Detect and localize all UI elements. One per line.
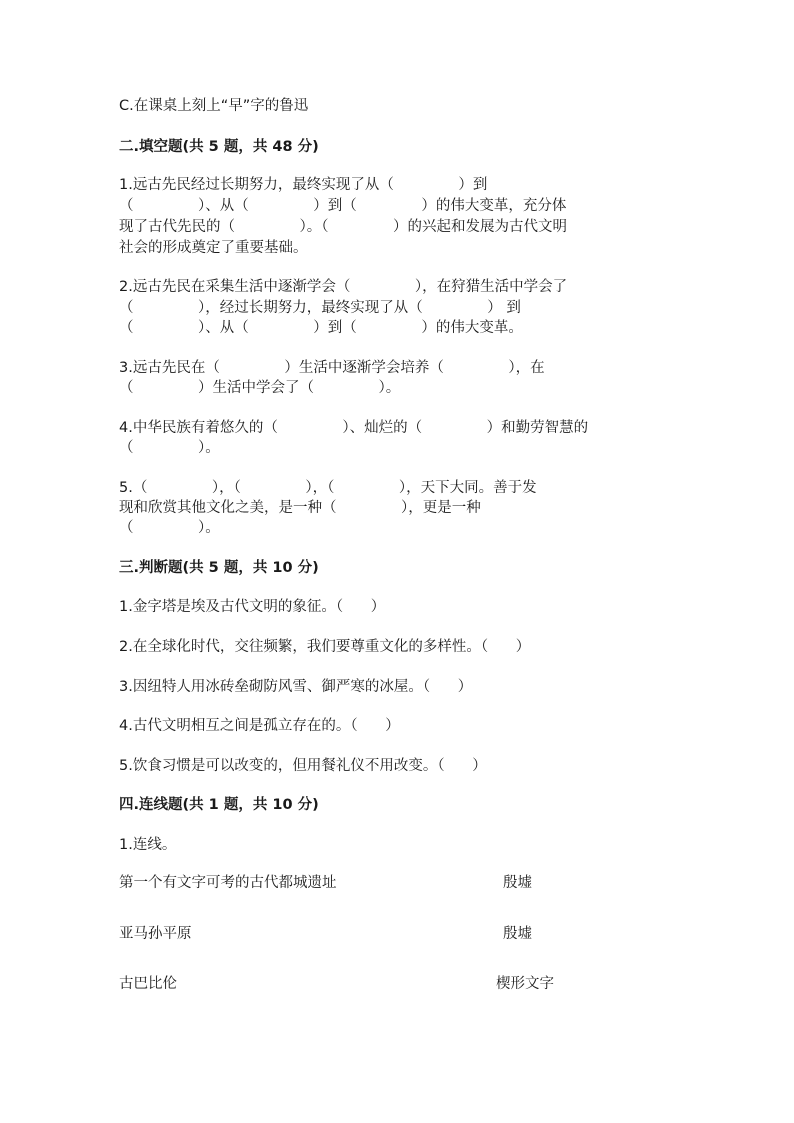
- match-left-item: 第一个有文字可考的古代都城遗址: [119, 875, 337, 891]
- s2-q4-line: （ ）。: [119, 440, 220, 456]
- s2-q2-line: （ ）、从（ ）到（ ）的伟大变革。: [119, 320, 523, 336]
- s2-q3-line: （ ）生活中学会了（ ）。: [119, 380, 401, 396]
- s2-q1-line: （ ）、从（ ）到（ ）的伟大变革，充分体: [119, 198, 567, 214]
- match-left-item: 亚马孙平原: [119, 926, 192, 942]
- match-right-item: 殷墟: [503, 875, 532, 891]
- section4-heading: 四.连线题(共 1 题，共 10 分): [119, 797, 319, 813]
- s3-q3: 3.因纽特人用冰砖垒砌防风雪、御严寒的冰屋。（ ）: [119, 679, 473, 695]
- s3-q2: 2.在全球化时代，交往频繁，我们要尊重文化的多样性。（ ）: [119, 639, 531, 655]
- s2-q1-line: 1.远古先民经过长期努力，最终实现了从（ ）到: [119, 177, 488, 193]
- s3-q1: 1.金字塔是埃及古代文明的象征。（ ）: [119, 599, 386, 615]
- s3-q5: 5.饮食习惯是可以改变的，但用餐礼仪不用改变。（ ）: [119, 758, 487, 774]
- s2-q1-line: 现了古代先民的（ ）。（ ）的兴起和发展为古代文明: [119, 219, 568, 235]
- s2-q1-line: 社会的形成奠定了重要基础。: [119, 240, 308, 256]
- s4-q1: 1.连线。: [119, 837, 177, 853]
- s2-q2-line: 2.远古先民在采集生活中逐渐学会（ ），在狩猎生活中学会了: [119, 279, 568, 295]
- section2-heading: 二.填空题(共 5 题，共 48 分): [119, 139, 319, 155]
- match-right-item: 殷墟: [503, 926, 532, 942]
- s3-q4: 4.古代文明相互之间是孤立存在的。（ ）: [119, 718, 400, 734]
- s2-q2-line: （ ），经过长期努力，最终实现了从（ ） 到: [119, 300, 521, 316]
- match-left-item: 古巴比伦: [119, 976, 177, 992]
- option-c: C.在课桌上刻上“早”字的鲁迅: [119, 98, 309, 114]
- s2-q5-line: 现和欣赏其他文化之美，是一种（ ），更是一种: [119, 500, 481, 516]
- match-right-item: 楔形文字: [496, 976, 554, 992]
- s2-q3-line: 3.远古先民在（ ）生活中逐渐学会培养（ ），在: [119, 360, 545, 376]
- s2-q5-line: （ ）。: [119, 520, 220, 536]
- section3-heading: 三.判断题(共 5 题，共 10 分): [119, 560, 319, 576]
- s2-q5-line: 5.（ ），（ ），（ ），天下大同。善于发: [119, 480, 537, 496]
- s2-q4-line: 4.中华民族有着悠久的（ ）、灿烂的（ ）和勤劳智慧的: [119, 420, 589, 436]
